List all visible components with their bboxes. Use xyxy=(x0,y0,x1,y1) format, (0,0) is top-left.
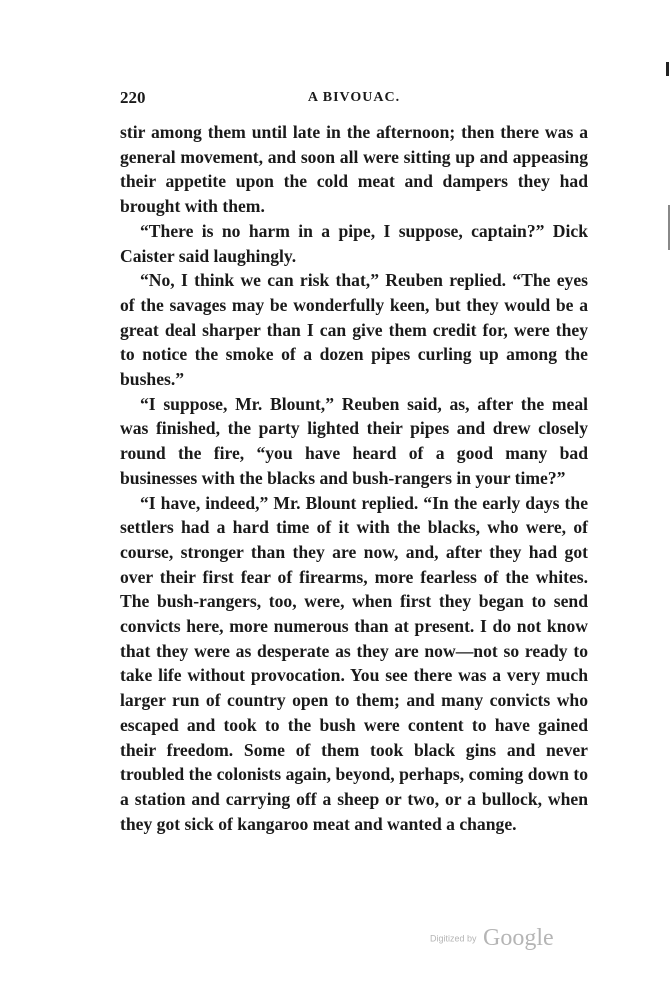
watermark-prefix: Digitized by xyxy=(430,933,477,944)
paragraph-1: stir among them until late in the afternoon; then there was a general movement, and soon all were sitting up and appeasing their appetite upon the cold meat and dampers they had brought with them. xyxy=(120,122,588,217)
scan-edge-mark-middle xyxy=(668,205,670,250)
page-number: 220 xyxy=(120,88,146,107)
paragraph-5: “I have, indeed,” Mr. Blount replied. “In the early days the settlers had a hard time of it with the blacks, who were, of course, stronger than they are now, and, after they had got over their first fear of firearms, more fearless of the whites. The bush-rangers, too, were, when first they began to send convicts here, more numerous than at present. I do not know that they were as desperate as they are now—not so ready to take life without provocation. You see there was a very much larger run of country open to them; and many convicts who escaped and took to the bush were content to have gained their freedom. Some of them took black gins and never troubled the colonists again, beyond, perhaps, coming down to a station and carrying off a sheep or two, or a bullock, when they got sick of kangaroo meat and wanted a change. xyxy=(120,492,588,834)
body-text xyxy=(120,120,588,836)
paragraph-4: “I suppose, Mr. Blount,” Reuben said, as, after the meal was finished, the party lighted their pipes and drew closely round the fire, “you have heard of a good many bad businesses with the blacks and bush-rangers in your time?” xyxy=(120,393,588,488)
running-head xyxy=(120,88,588,112)
scan-edge-mark-top xyxy=(666,62,669,76)
running-title: A BIVOUAC. xyxy=(307,90,401,105)
watermark-brand: Google xyxy=(482,925,554,951)
paragraph-3: “No, I think we can risk that,” Reuben replied. “The eyes of the savages may be wonderfully keen, but they would be a great deal sharper than I can give them credit for, were they to notice the smoke of a dozen pipes curling up among the bushes.” xyxy=(120,270,588,390)
paragraph-2: “There is no harm in a pipe, I suppose, captain?” Dick Caister said laughingly. xyxy=(120,220,588,266)
digitized-by-google-watermark xyxy=(430,925,590,955)
